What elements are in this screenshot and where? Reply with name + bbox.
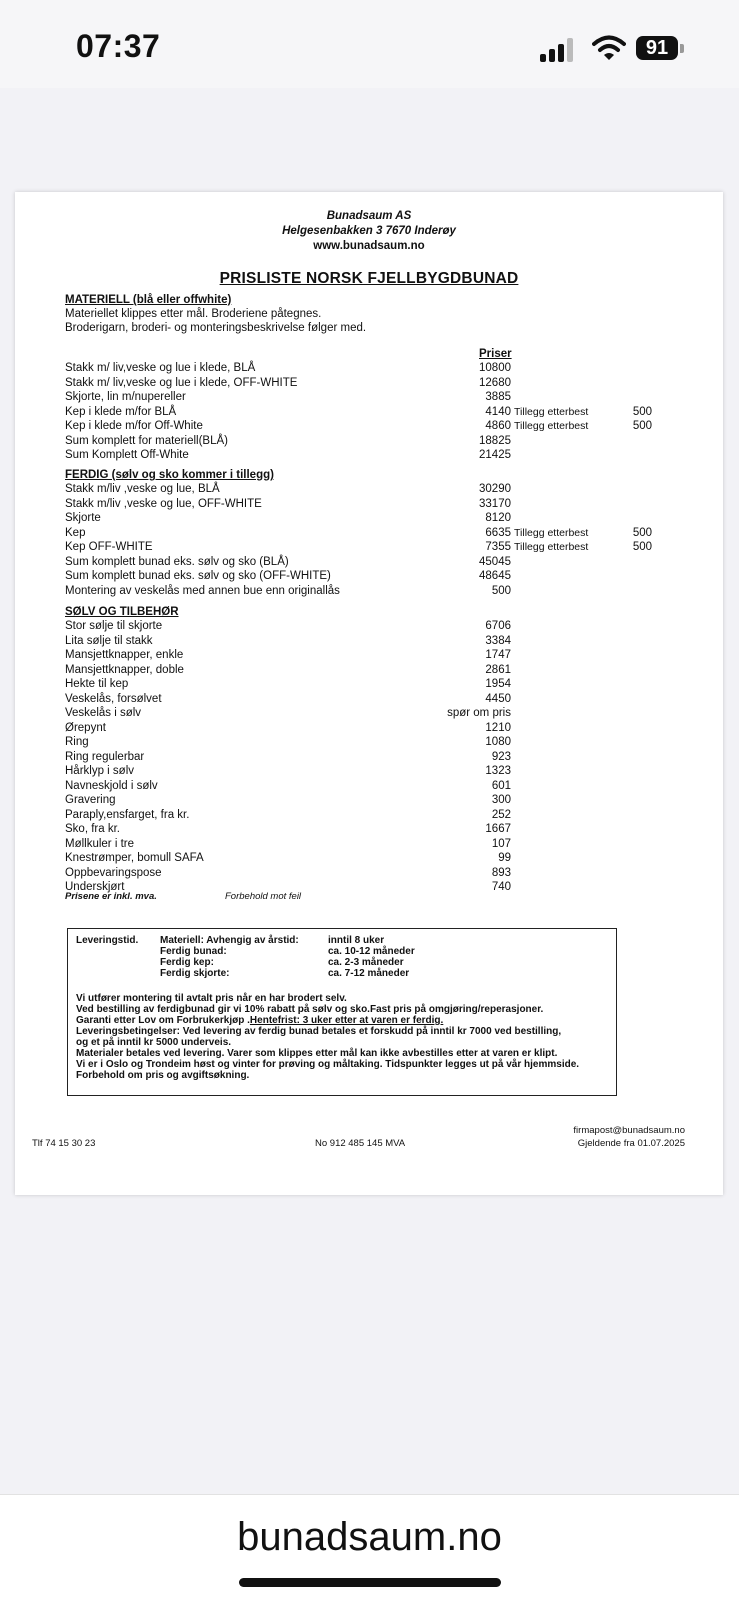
delivery-row-time: ca. 7-12 måneder (328, 968, 410, 979)
delivery-row-time: ca. 10-12 måneder (328, 946, 415, 957)
price-row-value: 893 (491, 866, 511, 879)
price-row-label: Oppbevaringspose (65, 866, 162, 879)
delivery-terms-box (67, 928, 617, 1096)
battery-tip (680, 44, 684, 53)
price-row-label: Gravering (65, 794, 116, 806)
price-row-label: Møllkuler i tre (65, 837, 135, 850)
price-row-value: 30290 (479, 483, 511, 495)
price-row-value: 252 (491, 808, 511, 821)
price-row-note: Tillegg etterbest (514, 420, 589, 432)
price-row-value: 1667 (485, 823, 511, 835)
section-ferdig-heading: FERDIG (sølv og sko kommer i tillegg) (65, 469, 274, 481)
pickup-deadline-text: Hentefrist: 3 uker etter at varen er ferdig. (249, 1015, 444, 1026)
price-row-label: Stor sølje til skjorte (65, 620, 163, 632)
delivery-row-item: Materiell: Avhengig av årstid: (160, 935, 299, 946)
error-note: Forbehold mot feil (225, 891, 302, 902)
delivery-row-time: ca. 2-3 måneder (328, 957, 404, 968)
price-row-label: Navneskjold i sølv (65, 779, 158, 792)
materiell-intro-2: Broderigarn, broderi- og monteringsbeskrivelse følger med. (65, 322, 367, 334)
delivery-terms-line: og et på inntil kr 5000 underveis. (76, 1037, 232, 1048)
delivery-row-item: Ferdig bunad: (160, 946, 227, 957)
price-row-value: 4450 (485, 692, 511, 705)
wifi-icon (592, 34, 626, 62)
status-bar (0, 0, 739, 88)
price-row-label: Skjorte, lin m/nupereller (65, 391, 186, 403)
price-row-label: Kep OFF-WHITE (65, 541, 153, 553)
company-address: Helgesenbakken 3 7670 Inderøy (282, 225, 456, 237)
price-row-value: 740 (491, 881, 511, 893)
price-row-note: Tillegg etterbest (514, 541, 589, 553)
delivery-terms-line: Forbehold om pris og avgiftsøkning. (76, 1070, 250, 1081)
price-row-value: 1210 (485, 721, 511, 734)
browser-bottom-bar (0, 1494, 739, 1601)
price-row-value: 48645 (479, 570, 511, 582)
price-row-label: Ørepynt (65, 721, 106, 734)
price-row-label: Paraply,ensfarget, fra kr. (65, 808, 190, 821)
price-row-value: 7355 (485, 541, 511, 553)
price-row-label: Ring (65, 736, 89, 748)
price-row-value: 107 (491, 837, 511, 850)
delivery-terms-line: Materialer betales ved levering. Varer som klippes etter mål kan ikke avbestilles etter at varen er klipt. (76, 1048, 558, 1059)
price-row-label: Sum komplett for materiell(BLÅ) (65, 434, 228, 447)
price-row-label: Skjorte (65, 512, 101, 524)
price-row-note: Tillegg etterbest (514, 405, 589, 418)
price-row-value: 1747 (485, 649, 511, 661)
materiell-intro-1: Materiellet klippes etter mål. Broderiene påtegnes. (65, 308, 322, 320)
price-row-value: 8120 (485, 512, 511, 524)
status-time: 07:37 (76, 28, 161, 64)
price-row-label: Stakk m/ liv,veske og lue i klede, OFF-WHITE (65, 376, 298, 389)
company-website: www.bunadsaum.no (313, 240, 425, 252)
price-row-label: Stakk m/liv ,veske og lue, OFF-WHITE (65, 497, 262, 510)
price-row-label: Mansjettknapper, enkle (65, 649, 184, 661)
footer-org-number: No 912 485 145 MVA (315, 1138, 406, 1149)
price-row-value: 923 (491, 750, 511, 763)
price-row-label: Sum Komplett Off-White (65, 449, 189, 461)
price-row-label: Kep i klede m/for Off-White (65, 420, 203, 432)
footer-email: firmapost@bunadsaum.no (573, 1125, 685, 1136)
price-row-value: spør om pris (447, 707, 511, 719)
price-row-value: 3885 (485, 391, 511, 403)
price-row-label: Veskelås i sølv (65, 707, 142, 719)
delivery-terms-line: Leveringsbetingelser: Ved levering av ferdig bunad betales et forskudd på inntil kr 7000 ved bestilling, (76, 1026, 562, 1037)
delivery-row-item: Ferdig kep: (160, 957, 214, 968)
footer-valid-date: Gjeldende fra 01.07.2025 (577, 1138, 685, 1149)
price-row-value: 1080 (485, 736, 511, 748)
price-row-value: 99 (498, 852, 511, 864)
address-bar-url[interactable]: bunadsaum.no (237, 1515, 502, 1559)
price-row-value: 1954 (485, 678, 511, 690)
delivery-terms-line: Vi utfører montering til avtalt pris når en har brodert selv. (76, 993, 347, 1004)
price-row-label: Hekte til kep (65, 678, 129, 690)
price-row-note: Tillegg etterbest (514, 526, 589, 539)
delivery-terms-line: Garanti etter Lov om Forbrukerkjøp .Hentefrist: 3 uker etter at varen er ferdig. (76, 1015, 444, 1026)
vat-note: Prisene er inkl. mva. (65, 891, 157, 902)
price-row-label: Kep i klede m/for BLÅ (65, 405, 177, 418)
price-row-value: 12680 (479, 376, 511, 389)
battery-icon: 91 (636, 36, 678, 60)
price-row-value: 6706 (485, 620, 511, 632)
delivery-terms-line: Ved bestilling av ferdigbunad gir vi 10% rabatt på sølv og sko.Fast pris på omgjøring/reperasjoner. (76, 1004, 544, 1015)
cellular-signal-icon (540, 38, 576, 62)
price-row-label: Underskjørt (65, 881, 125, 893)
price-row-label: Lita sølje til stakk (65, 634, 153, 647)
home-indicator[interactable] (239, 1578, 501, 1587)
document-title: PRISLISTE NORSK FJELLBYGDBUNAD (219, 270, 519, 287)
price-row-value: 18825 (479, 434, 511, 447)
price-row-label: Veskelås, forsølvet (65, 692, 162, 705)
price-row-label: Stakk m/ liv,veske og lue i klede, BLÅ (65, 362, 256, 374)
price-row-value: 4140 (485, 405, 511, 418)
section-materiell-heading: MATERIELL (blå eller offwhite) (65, 294, 232, 306)
price-row-label: Mansjettknapper, doble (65, 663, 184, 676)
price-row-label: Sko, fra kr. (65, 823, 120, 835)
price-row-value: 2861 (485, 663, 511, 676)
price-row-value: 1323 (485, 765, 511, 777)
price-row-extra: 500 (632, 420, 652, 432)
price-list-document (15, 192, 723, 1195)
price-row-value: 3384 (485, 634, 511, 647)
company-name: Bunadsaum AS (326, 210, 412, 222)
price-row-value: 10800 (479, 362, 511, 374)
price-row-label: Hårklyp i sølv (65, 765, 135, 777)
price-row-value: 4860 (485, 420, 511, 432)
delivery-terms-line: Vi er i Oslo og Trondeim høst og vinter for prøving og måltaking. Tidspunkter legges ut på vår hjemmside. (76, 1059, 580, 1070)
price-row-label: Sum komplett bunad eks. sølv og sko (OFF-WHITE) (65, 570, 331, 582)
price-row-extra: 500 (632, 526, 652, 539)
price-row-label: Kep (65, 526, 86, 539)
price-row-value: 300 (491, 794, 511, 806)
delivery-label: Leveringstid. (76, 935, 139, 946)
price-row-value: 45045 (479, 555, 511, 568)
prices-column-header: Priser (479, 348, 512, 360)
footer-phone: Tlf 74 15 30 23 (32, 1138, 96, 1149)
delivery-row-time: inntil 8 uker (328, 935, 385, 946)
price-row-label: Sum komplett bunad eks. sølv og sko (BLÅ) (65, 555, 289, 568)
price-row-value: 21425 (479, 449, 511, 461)
price-row-label: Ring regulerbar (65, 750, 145, 763)
price-row-value: 6635 (485, 526, 511, 539)
price-row-extra: 500 (632, 541, 652, 553)
price-row-value: 500 (491, 584, 511, 597)
price-row-extra: 500 (632, 405, 652, 418)
delivery-row-item: Ferdig skjorte: (160, 968, 230, 979)
price-row-label: Montering av veskelås med annen bue enn originallås (65, 584, 340, 597)
price-row-label: Stakk m/liv ,veske og lue, BLÅ (65, 483, 220, 495)
price-row-label: Knestrømper, bomull SAFA (65, 852, 204, 864)
price-row-value: 601 (491, 779, 511, 792)
section-solv-heading: SØLV OG TILBEHØR (65, 606, 179, 618)
price-row-value: 33170 (479, 497, 511, 510)
